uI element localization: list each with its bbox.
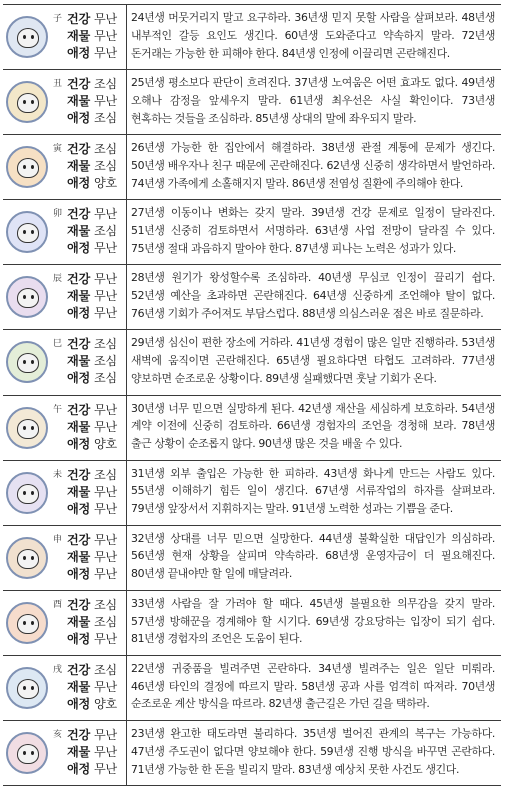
zodiac-summary: [3, 200, 127, 265]
love-value: 무난: [93, 241, 117, 256]
zodiac-hanja: 子: [53, 14, 63, 24]
snake-icon: [6, 341, 48, 383]
zodiac-summary: [3, 461, 127, 526]
zodiac-summary: [3, 265, 127, 330]
love-label: 애정: [67, 566, 90, 581]
health-value: 조심: [93, 337, 117, 352]
zodiac-row: [3, 264, 501, 330]
fortune-text: 27년생 이동이나 변화는 갖지 말라. 39년생 건강 문제로 일정이 달라진다. 51년생 신중히 검토하면서 서명하라. 63년생 사업 전망이 달라질 수 있다. 75년생 절대 과음하지 말아야 한다. 87년생 피나는 노력은 성과가 있다.: [131, 206, 495, 255]
wealth-value: 무난: [93, 549, 117, 564]
zodiac-row: [3, 525, 501, 591]
zodiac-hanja: 戌: [53, 664, 63, 675]
wealth-label: 재물: [67, 484, 90, 499]
health-label: 건강: [67, 467, 90, 482]
fortune-text: 31년생 외부 출입은 가능한 한 피하라. 43년생 화나게 만드는 사람도 있다. 55년생 이해하기 힘든 일이 생긴다. 67년생 서류작업의 하자를 살펴보라. 79년생 앞장서서 지휘하지는 말라. 91년생 노력한 성과는 기쁨을 준다.: [131, 466, 495, 516]
health-value: 조심: [93, 142, 117, 157]
wealth-value: 무난: [93, 484, 117, 499]
health-label: 건강: [67, 662, 90, 677]
love-value: 양호: [93, 696, 117, 711]
fortune-text: 30년생 너무 믿으면 실망하게 된다. 42년생 재산을 세심하게 보호하라. 54년생 계약 이전에 신중히 검토하라. 66년생 경험자의 조언을 경청해 보라. 78년생 출근 상황이 순조롭지 않다. 90년생 많은 것을 배울 수 있다.: [131, 401, 495, 451]
fortune-text: 22년생 귀중품을 빌려주면 곤란하다. 34년생 빌려주는 일은 일단 미뤄라. 46년생 타인의 결정에 따르지 말라. 58년생 공과 사를 엄격히 따져라. 70년생 순조로운 계산 방식을 따르라. 82년생 출근길은 가던 길을 택하라.: [131, 661, 495, 711]
wealth-label: 재물: [67, 224, 90, 239]
health-label: 건강: [67, 77, 90, 92]
fortune-text: 33년생 사람을 잘 가려야 할 때다. 45년생 불필요한 의무감을 갖지 말라. 57년생 방해꾼을 경계해야 할 시기다. 69년생 강요당하는 입장이 되기 쉽다. 81년생 경험자의 조언은 도움이 된다.: [131, 596, 495, 646]
zodiac-row: [3, 134, 501, 200]
health-value: 무난: [93, 207, 117, 222]
wealth-value: 조심: [93, 159, 117, 174]
health-label: 건강: [67, 532, 90, 547]
zodiac-row: [3, 655, 501, 721]
rooster-icon: [6, 602, 48, 644]
zodiac-row: [3, 720, 501, 786]
zodiac-row: [3, 590, 501, 656]
health-label: 건강: [67, 142, 90, 157]
love-value: 양호: [93, 436, 117, 451]
health-label: 건강: [67, 337, 90, 352]
fortune-text: 26년생 가능한 한 집안에서 해결하라. 38년생 관절 계통에 문제가 생긴다. 50년생 배우자나 친구 때문에 곤란해진다. 62년생 신중히 생각하면서 발언하라. 74년생 가족에게 소홀해지지 말라. 86년생 전염성 질환에 주의해야 한다.: [131, 141, 495, 190]
zodiac-row: [3, 460, 501, 526]
zodiac-fortune-table: [3, 4, 501, 785]
love-value: 무난: [93, 566, 117, 581]
zodiac-hanja: 丑: [53, 79, 63, 90]
zodiac-row: [3, 329, 501, 395]
zodiac-summary: [3, 5, 127, 70]
love-value: 조심: [93, 371, 117, 386]
health-value: 조심: [93, 467, 117, 482]
love-label: 애정: [67, 176, 90, 191]
zodiac-row: [3, 395, 501, 461]
health-value: 무난: [93, 727, 117, 742]
love-label: 애정: [67, 241, 90, 256]
health-value: 조심: [93, 77, 117, 92]
wealth-label: 재물: [67, 614, 90, 629]
love-label: 애정: [67, 111, 90, 126]
health-label: 건강: [67, 402, 90, 417]
rat-icon: [6, 16, 48, 58]
love-label: 애정: [67, 371, 90, 386]
zodiac-hanja: 亥: [53, 729, 63, 740]
ox-icon: [6, 81, 48, 123]
fortune-text: 29년생 심신이 편한 장소에 거하라. 41년생 경험이 많은 일만 진행하라. 53년생 새벽에 움직이면 곤란해진다. 65년생 필요하다면 타협도 고려하라. 77년생 양보하면 순조로운 상황이다. 89년생 실패했다면 훗날 기회가 온다.: [131, 336, 495, 385]
love-value: 무난: [93, 631, 117, 646]
wealth-value: 무난: [93, 289, 117, 304]
love-value: 양호: [93, 176, 117, 191]
zodiac-hanja: 申: [53, 534, 63, 545]
zodiac-hanja: 卯: [53, 209, 63, 220]
zodiac-hanja: 午: [53, 404, 63, 415]
wealth-label: 재물: [67, 29, 90, 43]
wealth-value: 무난: [93, 679, 117, 694]
love-label: 애정: [67, 696, 90, 711]
zodiac-summary: [3, 721, 127, 785]
zodiac-row: [3, 199, 501, 265]
zodiac-hanja: 巳: [53, 339, 63, 350]
wealth-value: 조심: [93, 354, 117, 369]
health-value: 조심: [93, 597, 117, 612]
love-label: 애정: [67, 46, 90, 60]
monkey-icon: [6, 537, 48, 579]
love-value: 조심: [93, 111, 117, 126]
rabbit-icon: [6, 211, 48, 253]
health-value: 조심: [93, 662, 117, 677]
fortune-text: 28년생 원기가 왕성할수록 조심하라. 40년생 무심코 인정이 끌리기 쉽다. 52년생 예산을 초과하면 곤란해진다. 64년생 신중하게 조언해야 탈이 없다. 76년생 기회가 주어져도 부담스럽다. 88년생 의심스러운 점은 바로 질문하라.: [131, 271, 495, 320]
fortune-text: 25년생 평소보다 판단이 흐려진다. 37년생 노여움은 어떤 효과도 없다. 49년생 오해나 감정을 앞세우지 말라. 61년생 최우선은 사실 확인이다. 73년생 현혹하는 것들을 조심하라. 85년생 상대의 말에 좌우되지 말라.: [131, 76, 495, 125]
sheep-icon: [6, 472, 48, 514]
zodiac-summary: [3, 135, 127, 200]
love-label: 애정: [67, 306, 90, 321]
health-label: 건강: [67, 597, 90, 612]
zodiac-hanja: 寅: [53, 144, 63, 155]
zodiac-row: [3, 69, 501, 135]
health-value: 무난: [93, 402, 117, 417]
health-value: 무난: [93, 532, 117, 547]
love-value: 무난: [93, 501, 117, 516]
love-label: 애정: [67, 501, 90, 516]
zodiac-summary: [3, 591, 127, 656]
fortune-text: 32년생 상대를 너무 믿으면 실망한다. 44년생 불확실한 대답인가 의심하라. 56년생 현재 상황을 살피며 약속하라. 68년생 운영자금이 더 필요해진다. 80년생 끝내야만 할 일에 매달려라.: [131, 531, 495, 581]
zodiac-row: [3, 4, 501, 70]
wealth-value: 무난: [93, 29, 117, 43]
health-value: 무난: [93, 12, 117, 26]
zodiac-hanja: 辰: [53, 274, 63, 285]
wealth-value: 무난: [93, 419, 117, 434]
dragon-icon: [6, 276, 48, 318]
wealth-value: 조심: [93, 224, 117, 239]
health-label: 건강: [67, 12, 90, 26]
horse-icon: [6, 407, 48, 449]
wealth-label: 재물: [67, 159, 90, 174]
pig-icon: [6, 732, 48, 774]
fortune-text: 24년생 머뭇거리지 말고 요구하라. 36년생 믿지 못할 사람을 살펴보라. 48년생 내부적인 갈등 요인도 생긴다. 60년생 도와준다고 약속하지 말라. 72년생 돈거래는 가능한 한 피해야 한다. 84년생 인정에 이끌리면 곤란해진다.: [131, 11, 495, 60]
love-value: 무난: [93, 761, 117, 776]
wealth-label: 재물: [67, 679, 90, 694]
wealth-label: 재물: [67, 744, 90, 759]
love-label: 애정: [67, 631, 90, 646]
zodiac-summary: [3, 526, 127, 591]
wealth-label: 재물: [67, 94, 90, 109]
wealth-label: 재물: [67, 549, 90, 564]
tiger-icon: [6, 146, 48, 188]
love-value: 무난: [93, 46, 117, 60]
zodiac-hanja: 未: [53, 469, 63, 480]
love-label: 애정: [67, 761, 90, 776]
wealth-value: 무난: [93, 94, 117, 109]
zodiac-hanja: 酉: [53, 599, 63, 610]
health-label: 건강: [67, 727, 90, 742]
wealth-label: 재물: [67, 289, 90, 304]
zodiac-summary: [3, 330, 127, 395]
zodiac-summary: [3, 656, 127, 721]
health-value: 무난: [93, 272, 117, 287]
fortune-text: 23년생 완고한 태도라면 불리하다. 35년생 벌어진 관계의 복구는 가능하다. 47년생 주도권이 없다면 양보해야 한다. 59년생 진행 방식을 바꾸면 곤란하다. 71년생 가능한 한 돈을 빌리지 말라. 83년생 예상치 못한 사건도 생긴다.: [131, 726, 495, 776]
wealth-label: 재물: [67, 419, 90, 434]
wealth-label: 재물: [67, 354, 90, 369]
wealth-value: 무난: [93, 744, 117, 759]
wealth-value: 조심: [93, 614, 117, 629]
zodiac-summary: [3, 70, 127, 135]
love-value: 무난: [93, 306, 117, 321]
zodiac-summary: [3, 396, 127, 461]
health-label: 건강: [67, 207, 90, 222]
dog-icon: [6, 667, 48, 709]
love-label: 애정: [67, 436, 90, 451]
health-label: 건강: [67, 272, 90, 287]
